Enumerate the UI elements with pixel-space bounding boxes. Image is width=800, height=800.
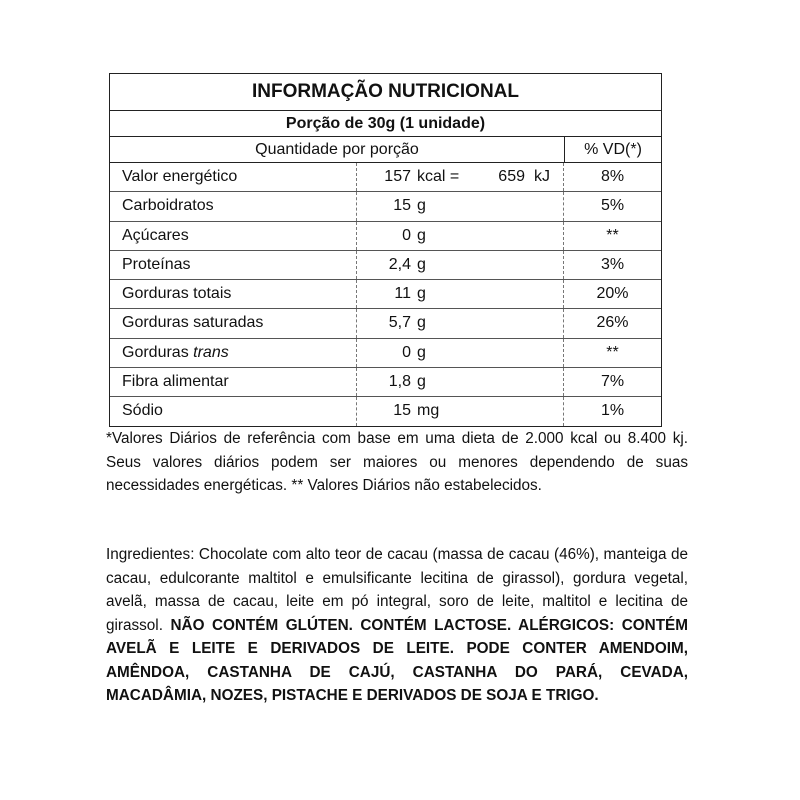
table-row	[110, 397, 661, 425]
nutrient-amount	[357, 280, 564, 308]
table-header	[110, 137, 661, 163]
table-row	[110, 339, 661, 368]
nutrient-unit: g	[417, 197, 426, 215]
table-row	[110, 192, 661, 221]
nutrient-amount	[357, 192, 564, 220]
nutrient-unit: g	[417, 255, 426, 273]
nutrient-value: 0	[402, 226, 411, 244]
footnote: *Valores Diários de referência com base em uma dieta de 2.000 kcal ou 8.400 kj. Seus valores diários podem ser maiores ou menores dependendo de suas necessidades energéticas. ** Valores Diários não estabelecidos.	[106, 430, 688, 494]
nutrient-name: Gorduras totais	[110, 280, 357, 308]
table-row	[110, 309, 661, 338]
energy-kj: 659	[498, 168, 525, 185]
table-row-energy	[110, 163, 661, 192]
table-title: INFORMAÇÃO NUTRICIONAL	[110, 74, 661, 111]
nutrient-vd: 7%	[600, 373, 625, 391]
nutrient-amount	[357, 368, 564, 396]
nutrient-unit: mg	[417, 402, 440, 420]
nutrient-value: 5,7	[388, 314, 411, 332]
nutrient-name	[110, 339, 357, 367]
allergen-warning: NÃO CONTÉM GLÚTEN. CONTÉM LACTOSE. ALÉRGICOS: CONTÉM AVELÃ E LEITE E DERIVADOS DE LEITE. PODE CONTER AMENDOIM, AMÊNDOA, CASTANHA DE CAJÚ, CASTANHA DO PARÁ, CEVADA, MACADÂMIA, NOZES, PISTACHE E DERIVADOS DE SOJA E TRIGO.	[106, 616, 688, 704]
nutrient-name: Proteínas	[110, 251, 357, 279]
nutrient-name: Valor energético	[110, 163, 357, 191]
nutrient-amount	[357, 222, 564, 250]
ingredients-list: Ingredientes: Chocolate com alto teor de cacau (massa de cacau (46%), manteiga de cacau, edulcorante maltitol e emulsificante lecitina de girassol), gordura vegetal, avelã, massa de cacau, leite em pó integral, soro de leite, maltitol e lecitina de girassol.	[106, 546, 688, 634]
nutrient-vd: **	[606, 226, 619, 244]
header-vd: % VD(*)	[584, 141, 642, 158]
nutrient-value: 0	[402, 343, 411, 361]
nutrient-amount	[357, 397, 564, 425]
nutrient-amount	[357, 309, 564, 337]
nutrient-unit: g	[417, 343, 426, 361]
nutrient-amount	[357, 339, 564, 367]
energy-kcal-unit: kcal =	[417, 168, 460, 185]
nutrient-name-prefix: Gorduras	[122, 343, 194, 361]
nutrient-unit: g	[417, 226, 426, 244]
header-quantity: Quantidade por porção	[110, 137, 565, 162]
nutrient-value: 11	[394, 285, 411, 303]
nutrient-vd: 20%	[596, 285, 629, 303]
nutrient-unit: g	[417, 285, 426, 303]
nutrient-vd: 26%	[596, 314, 629, 332]
nutrient-name-italic: trans	[193, 343, 229, 361]
energy-kj-unit: kJ	[534, 168, 550, 185]
nutrient-vd: 5%	[600, 197, 625, 215]
ingredients-text	[106, 543, 688, 708]
nutrient-value: 15	[393, 402, 411, 420]
nutrition-table	[109, 73, 662, 427]
nutrient-vd: **	[606, 343, 619, 361]
nutrient-name: Sódio	[110, 397, 357, 425]
nutrient-name: Carboidratos	[110, 192, 357, 220]
table-row	[110, 280, 661, 309]
nutrient-vd: 1%	[600, 402, 625, 420]
nutrient-vd: 8%	[600, 168, 625, 185]
portion-size: Porção de 30g (1 unidade)	[110, 111, 661, 137]
nutrient-unit: g	[417, 373, 426, 391]
table-row	[110, 222, 661, 251]
energy-kcal: 157	[384, 168, 411, 185]
nutrient-value: 15	[393, 197, 411, 215]
table-row	[110, 251, 661, 280]
nutrient-name: Açúcares	[110, 222, 357, 250]
nutrient-unit: g	[417, 314, 426, 332]
nutrient-amount	[357, 163, 564, 191]
nutrient-vd: 3%	[600, 255, 625, 273]
nutrient-name: Gorduras saturadas	[110, 309, 357, 337]
nutrient-name: Fibra alimentar	[110, 368, 357, 396]
nutrient-value: 1,8	[388, 373, 411, 391]
nutrient-value: 2,4	[388, 255, 411, 273]
table-row	[110, 368, 661, 397]
nutrient-amount	[357, 251, 564, 279]
